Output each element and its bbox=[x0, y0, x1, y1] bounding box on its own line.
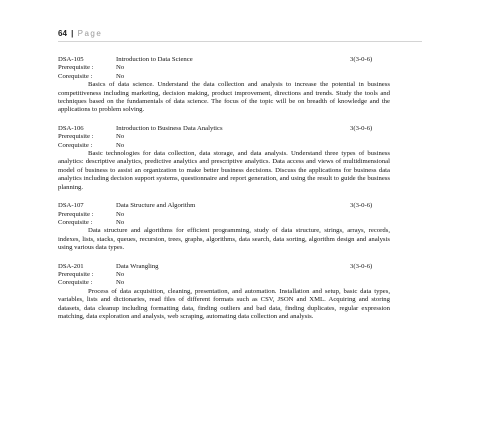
corequisite-label: Corequisite : bbox=[58, 141, 93, 149]
course-entry bbox=[58, 202, 390, 252]
course-credits: 3(3-0-6) bbox=[350, 124, 373, 132]
corequisite-row bbox=[58, 142, 390, 150]
course-heading bbox=[58, 125, 390, 133]
course-code: DSA-105 bbox=[58, 56, 84, 63]
prerequisite-row bbox=[58, 133, 390, 141]
course-entry bbox=[58, 125, 390, 192]
prerequisite-label: Prerequisite : bbox=[58, 270, 94, 278]
course-heading bbox=[58, 202, 390, 210]
prerequisite-row bbox=[58, 64, 390, 72]
prerequisite-row bbox=[58, 271, 390, 279]
prerequisite-value: No bbox=[116, 210, 125, 218]
prerequisite-value: No bbox=[116, 133, 125, 141]
course-credits: 3(3-0-6) bbox=[350, 262, 373, 270]
page-label: Page bbox=[77, 29, 103, 38]
corequisite-value: No bbox=[116, 141, 125, 149]
course-title: Data Structure and Algorithm bbox=[116, 202, 196, 210]
corequisite-value: No bbox=[116, 279, 125, 287]
corequisite-label: Corequisite : bbox=[58, 218, 93, 226]
course-entry bbox=[58, 56, 390, 115]
course-title: Introduction to Business Data Analytics bbox=[116, 124, 223, 132]
corequisite-row bbox=[58, 279, 390, 287]
header-separator: | bbox=[71, 29, 74, 38]
course-code: DSA-107 bbox=[58, 202, 84, 210]
prerequisite-value: No bbox=[116, 270, 125, 278]
course-description: Basics of data science. Understand the data collection and analysis to increase the potential in business competitiveness including marketing, decision making, product improvement, directions and trends. Study the tools and techniques based on the fundamentals of data science. The focus of the topic will be on breadth of knowledge and the applications to problem solving. bbox=[58, 81, 390, 114]
header-rule bbox=[58, 41, 422, 42]
course-code: DSA-106 bbox=[58, 124, 84, 132]
page-number: 64 bbox=[58, 29, 67, 38]
course-title: Introduction to Data Science bbox=[116, 56, 193, 63]
course-code: DSA-201 bbox=[58, 262, 84, 270]
corequisite-row bbox=[58, 219, 390, 227]
course-list bbox=[58, 56, 390, 331]
page-header bbox=[58, 29, 422, 39]
course-title: Data Wrangling bbox=[116, 262, 159, 270]
corequisite-row bbox=[58, 73, 390, 81]
prerequisite-label: Prerequisite : bbox=[58, 64, 94, 72]
corequisite-value: No bbox=[116, 72, 125, 80]
course-credits: 3(3-0-6) bbox=[350, 56, 373, 63]
course-description: Data structure and algorithms for efficient programming, study of data structure, strings, arrays, records, indexes, lists, stacks, queues, recursion, trees, graphs, algorithms, data search, data sorting, algorithm design and analysis using various data types. bbox=[58, 227, 390, 252]
course-heading bbox=[58, 263, 390, 271]
course-description: Process of data acquisition, cleaning, presentation, and automation. Installation and setup, basic data types, variables, lists and dictionaries, read files of different formats such as CSV, JSON and XML. Acquiring and storing datasets, data cleanup including formatting data, finding outliers and bad data, finding duplicates, regular expression matching, data exploration and analysis, web scraping, automating data collection and analysis. bbox=[58, 287, 390, 320]
prerequisite-label: Prerequisite : bbox=[58, 133, 94, 141]
prerequisite-row bbox=[58, 211, 390, 219]
corequisite-label: Corequisite : bbox=[58, 72, 93, 80]
course-credits: 3(3-0-6) bbox=[350, 202, 373, 210]
course-entry bbox=[58, 263, 390, 322]
corequisite-label: Corequisite : bbox=[58, 279, 93, 287]
prerequisite-value: No bbox=[116, 64, 125, 72]
prerequisite-label: Prerequisite : bbox=[58, 210, 94, 218]
course-heading bbox=[58, 56, 390, 64]
course-description: Basic technologies for data collection, data storage, and data analysis. Understand three types of business analytics: descriptive analytics, predictive analytics and prescriptive analytics. Data access and views of multidimensional model of business to assist an organization to make better business decisions. Discuss the applications for business data analytics including decision support systems, questionnaire and report generation, and using the result to guide the business planning. bbox=[58, 150, 390, 191]
corequisite-value: No bbox=[116, 218, 125, 226]
